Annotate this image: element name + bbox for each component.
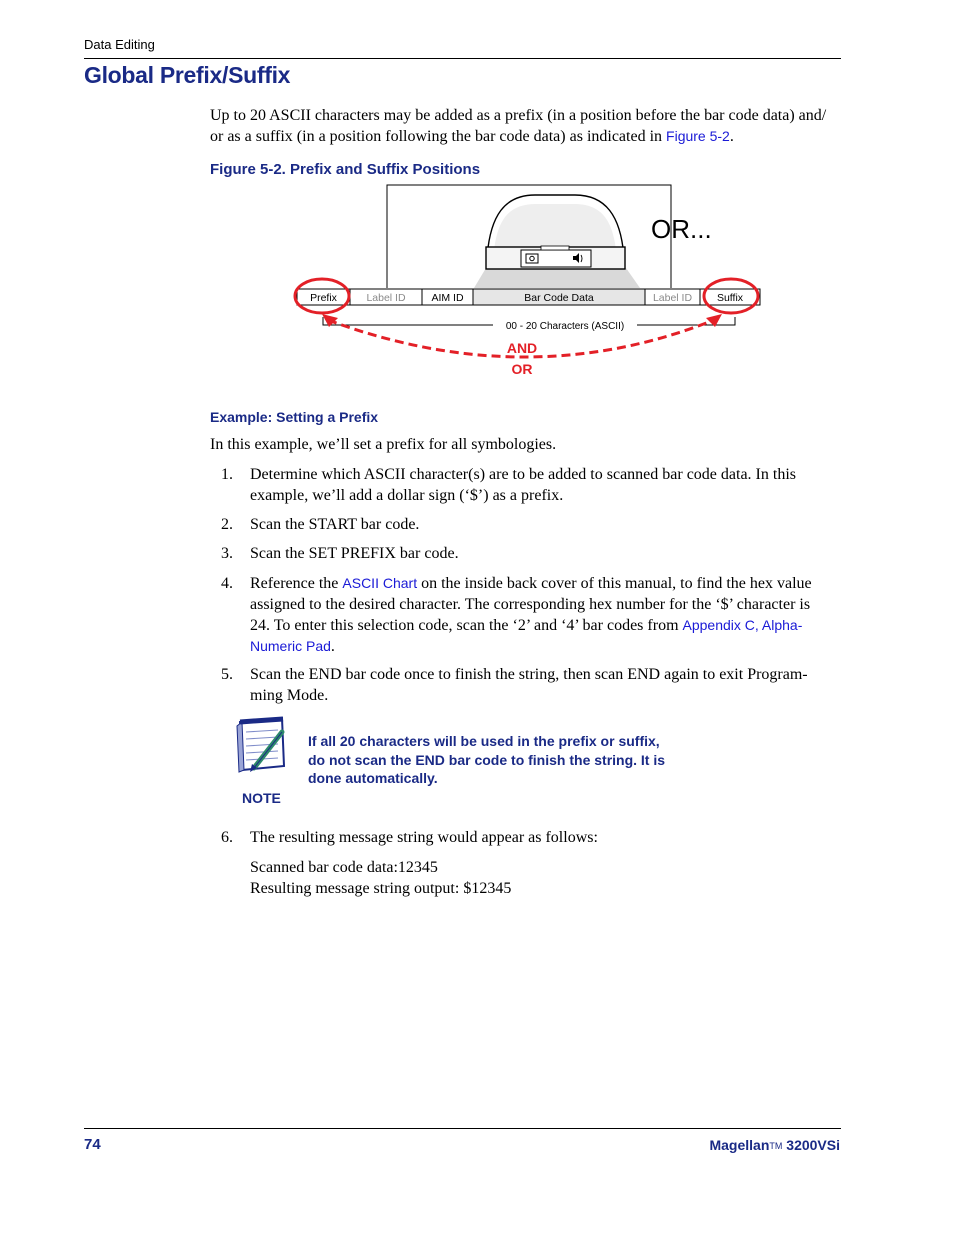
figure-link[interactable]: Figure 5-2 bbox=[666, 128, 730, 144]
result-block bbox=[250, 857, 511, 899]
product-name: Magellan™ 3200VSi bbox=[709, 1137, 840, 1153]
and-label: AND bbox=[506, 340, 538, 356]
or-large-label: OR... bbox=[651, 214, 712, 244]
camera-icon bbox=[526, 254, 538, 263]
range-bracket-left bbox=[323, 317, 493, 325]
field-label: Suffix bbox=[716, 292, 744, 304]
field-label: Bar Code Data bbox=[524, 292, 594, 304]
range-bracket-right bbox=[637, 317, 735, 325]
intro-line-1: Up to 20 ASCII characters may be added as a prefix (in a position before the bar code data) and/ bbox=[210, 107, 827, 124]
running-header: Data Editing bbox=[84, 37, 155, 52]
output-line: Resulting message string output: $12345 bbox=[250, 880, 512, 897]
notepad-pen-icon bbox=[234, 716, 290, 774]
field-label: Label ID bbox=[652, 292, 693, 304]
field-label: Prefix bbox=[310, 292, 337, 304]
example-intro: In this example, we’ll set a prefix for all symbologies. bbox=[210, 436, 557, 453]
field-label: AIM ID bbox=[431, 292, 464, 304]
intro-line-2: or as a suffix (in a position following the bar code data) as indicated in Figure 5-2. bbox=[210, 128, 734, 145]
footer-rule bbox=[84, 1128, 841, 1129]
field-label: Label ID bbox=[366, 292, 406, 304]
scanned-data-line: Scanned bar code data:12345 bbox=[250, 859, 438, 876]
or-label: OR bbox=[511, 361, 533, 377]
page-title: Global Prefix/Suffix bbox=[84, 62, 291, 88]
example-heading: Example: Setting a Prefix bbox=[210, 409, 379, 425]
prefix-suffix-figure bbox=[0, 0, 954, 400]
field-row bbox=[297, 289, 760, 305]
appendix-c-link[interactable]: Appendix C, Alpha- bbox=[682, 617, 803, 633]
numeric-pad-link[interactable]: Numeric Pad bbox=[250, 638, 331, 654]
scanner-illustration bbox=[474, 195, 640, 288]
range-label: 00 - 20 Characters (ASCII) bbox=[505, 321, 625, 332]
page-number: 74 bbox=[84, 1136, 101, 1153]
note-text: If all 20 characters will be used in the prefix or suffix, do not scan the END bar code to finish the string. It is done automatically. bbox=[308, 733, 666, 786]
note-label: NOTE bbox=[242, 790, 281, 806]
ascii-chart-link[interactable]: ASCII Chart bbox=[342, 575, 418, 591]
figure-caption: Figure 5-2. Prefix and Suffix Positions bbox=[210, 161, 481, 178]
